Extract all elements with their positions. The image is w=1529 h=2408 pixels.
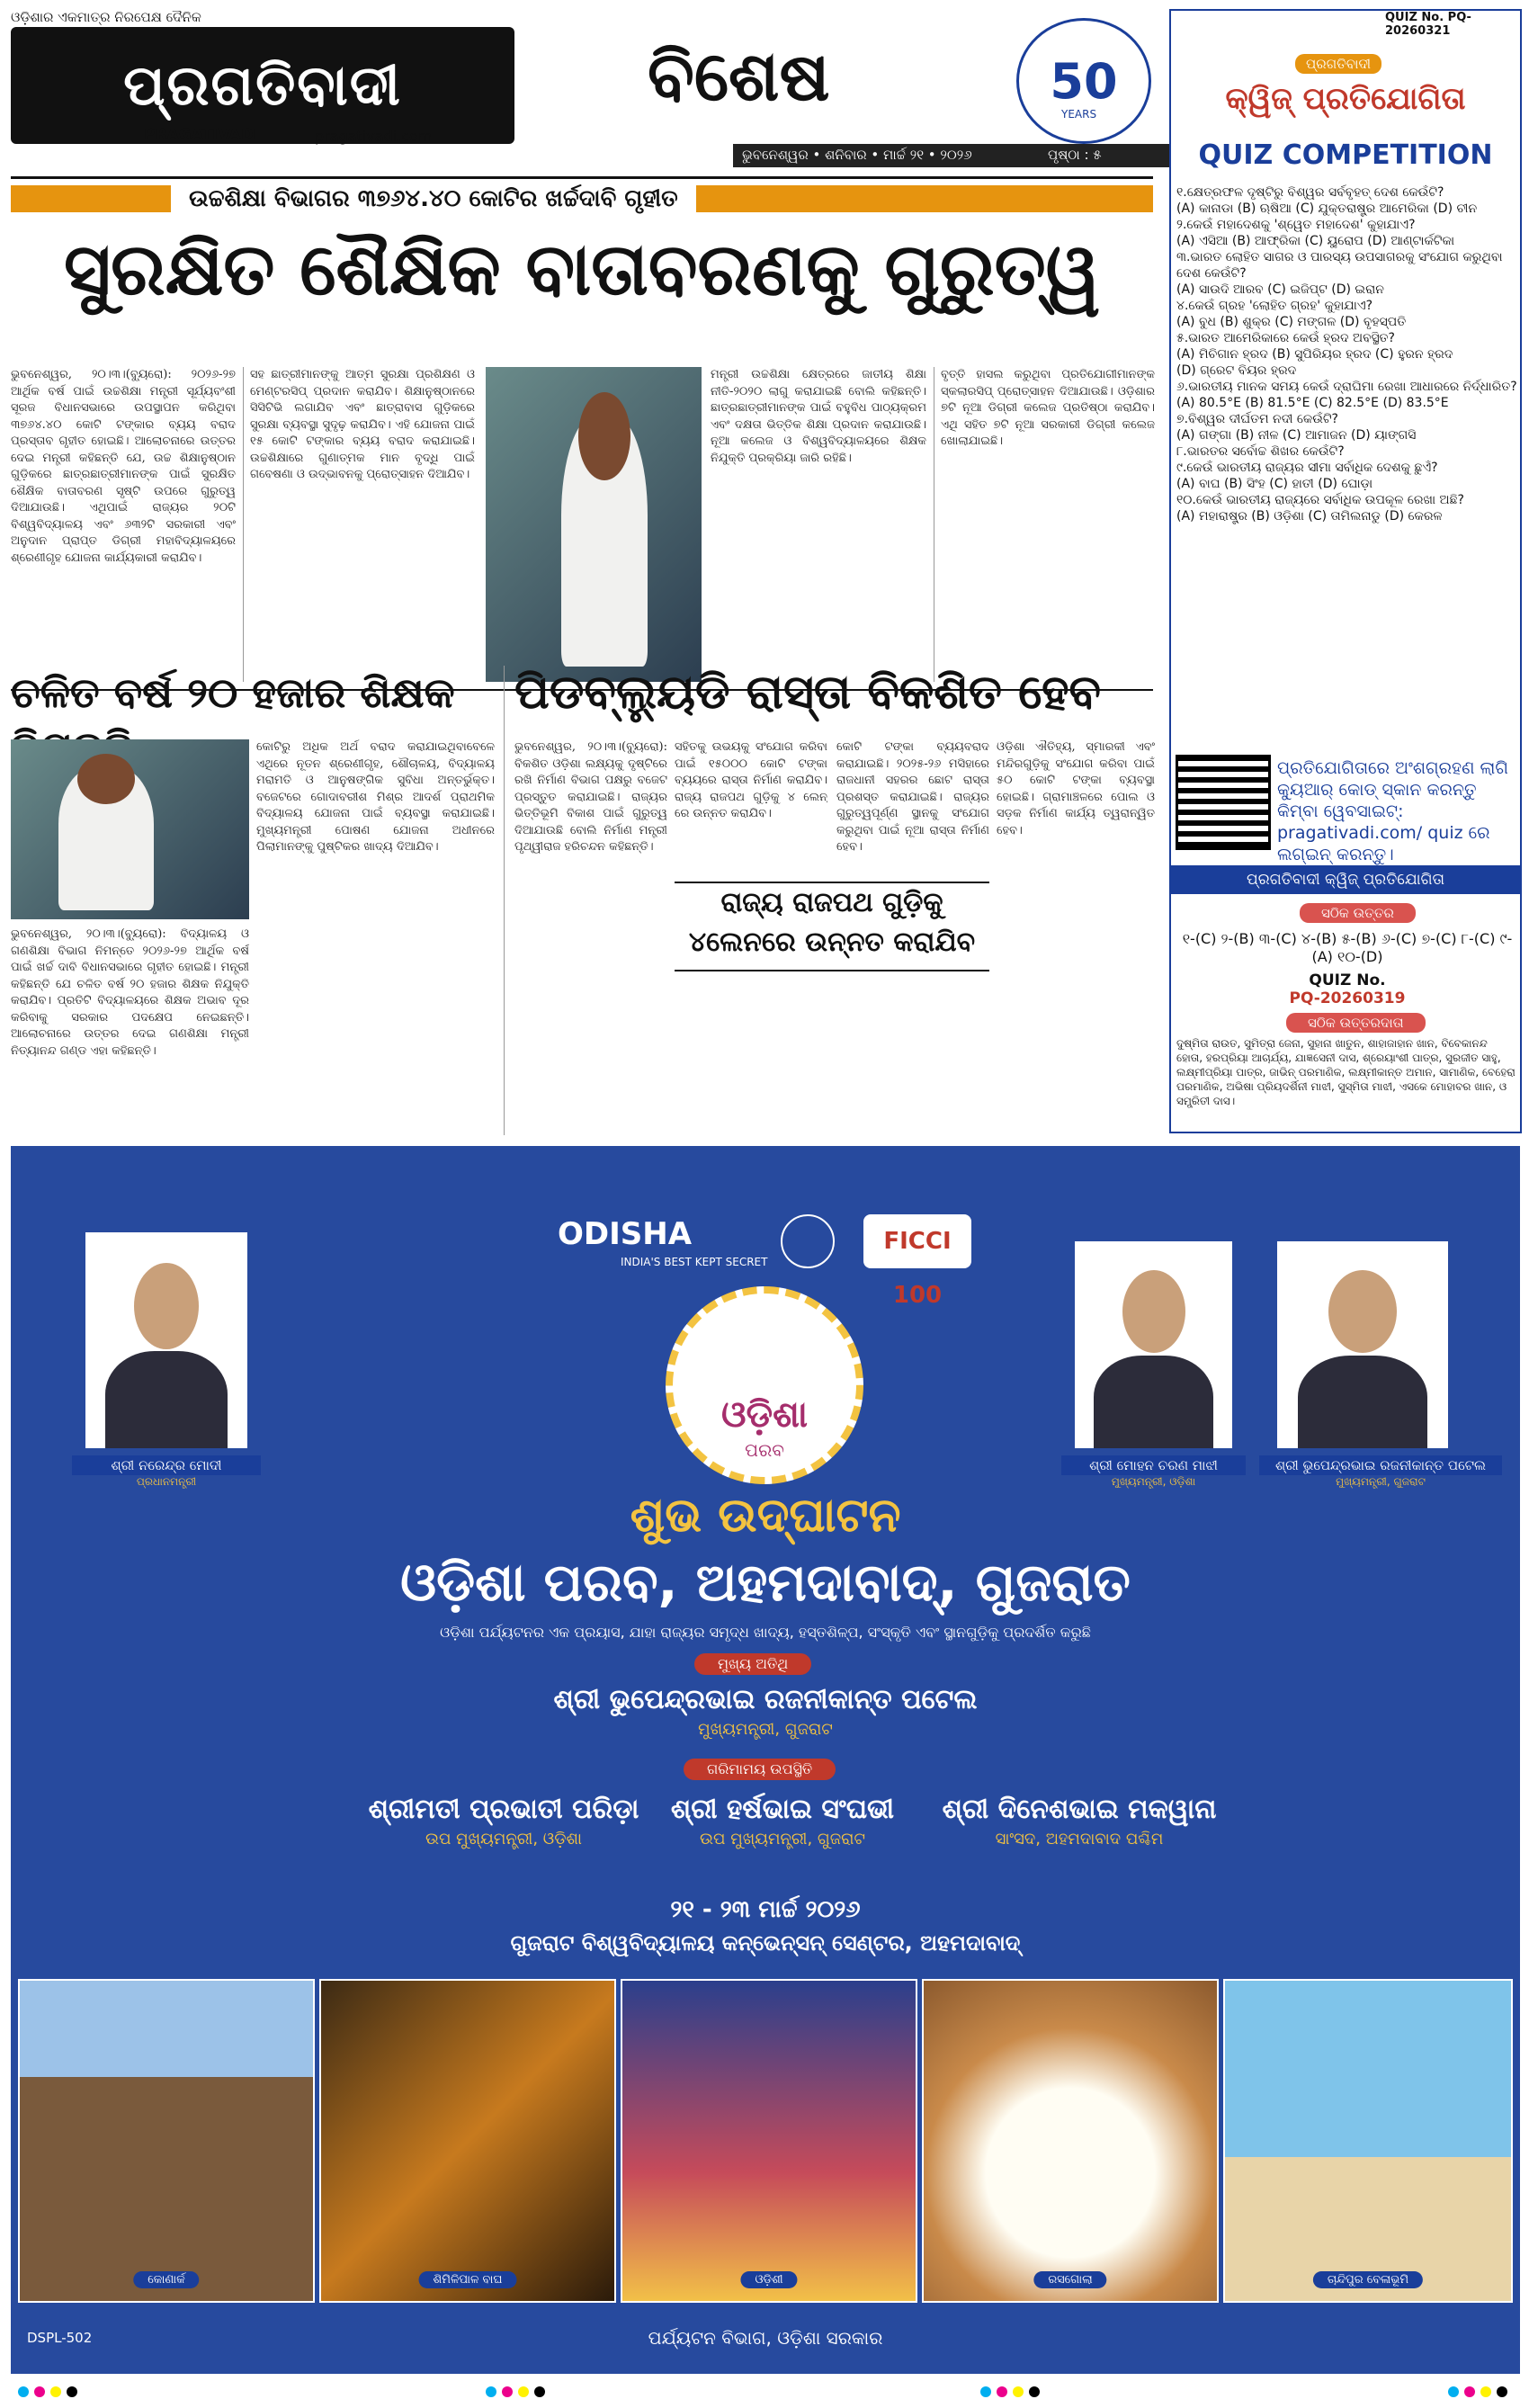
dignitary-1-name: ଶ୍ରୀମତୀ ପ୍ରଭାତୀ ପରିଡ଼ା <box>368 1794 639 1825</box>
dignitary-2-role: ଉପ ମୁଖ୍ୟମନ୍ତ୍ରୀ, ଗୁଜରାଟ <box>700 1830 865 1849</box>
quiz-number: QUIZ No. PQ-20260321 <box>1385 11 1471 38</box>
qr-code[interactable] <box>1178 757 1268 847</box>
pwd-headline: ପିଡବ୍ଲ୍ୟୁଡି ରାସ୍ତା ବିକଶିତ ହେବ <box>514 666 1101 720</box>
page-number: ପୃଷ୍ଠା : ୫ <box>1048 147 1102 163</box>
assembly-photo <box>11 739 249 919</box>
tile-beach <box>1223 1979 1513 2303</box>
answers-label: ସଠିକ ଉତ୍ତର <box>1300 903 1416 923</box>
masthead-tagline: ଓଡ଼ିଶାର ଏକମାତ୍ର ନିରପେକ୍ଷ ଦୈନିକ <box>11 9 201 25</box>
teacher-headline: ଚଳିତ ବର୍ଷ ୨୦ ହଜାର ଶିକ୍ଷକ <box>11 668 455 717</box>
portrait-pm <box>85 1232 247 1448</box>
quiz-question: (A) ବୁଧ (B) ଶୁକ୍ର (C) ମଙ୍ଗଳ (D) ବୃହସ୍ପତି <box>1176 315 1407 329</box>
quiz-question: ୯.କେଉଁ ଭାରତୀୟ ରାଜ୍ୟର ସୀମା ସର୍ବାଧିକ ଦେଶକୁ ଛୁଏଁ? <box>1176 461 1438 475</box>
tile-rasagola-label: ରସଗୋଲା <box>1033 2271 1106 2288</box>
dignitary-3-role: ସାଂସଦ, ଅହମଦାବାଦ ପଶ୍ଚିମ <box>995 1830 1164 1849</box>
column-rule <box>504 666 505 1135</box>
event-title: ଓଡ଼ିଶା ପରବ, ଅହମଦାବାଦ୍, ଗୁଜରାତ <box>400 1552 1131 1613</box>
quiz-question: ୭.ବିଶ୍ୱର ଦୀର୍ଘତମ ନଦୀ କେଉଁଟି? <box>1176 412 1338 426</box>
qr-instructions: ପ୍ରତିଯୋଗିତାରେ ଅଂଶଗ୍ରହଣ ଲାଗି କ୍ୟୁଆର୍ କୋଡ୍ ସ୍କାନ କରନ୍ତୁ କିମ୍ବା ୱେବସାଇଟ୍: pragativadi.com/ quiz ରେ ଲଗ୍ଇନ୍ କରନ୍ତୁ। <box>1277 758 1508 864</box>
prev-quiz-label: QUIZ No. <box>1309 971 1386 989</box>
event-description: ଓଡ଼ିଶା ପର୍ଯ୍ୟଟନର ଏକ ପ୍ରୟାସ, ଯାହା ରାଜ୍ୟର ସମୃଦ୍ଧ ଖାଦ୍ୟ, ହସ୍ତଶିଳ୍ପ, ସଂସ୍କୃତି ଏବଂ ସ୍ଥାନଗୁଡ଼ିକୁ ପ୍ରଦର୍ଶିତ କରୁଛି <box>440 1624 1091 1641</box>
anniversary-number: 50 <box>1050 52 1118 110</box>
quiz-question: (A) ମିଚିଗାନ ହ୍ରଦ (B) ସୁପିରିୟର ହ୍ରଦ (C) ହୁରନ ହ୍ରଦ <box>1176 347 1453 362</box>
lead-column-2: ସହ ଛାତ୍ରୀମାନଙ୍କୁ ଆତ୍ମ ସୁରକ୍ଷା ପ୍ରଶିକ୍ଷଣ ଓ ମେଣ୍ଟରସିପ୍ ପ୍ରଦାନ କରାଯିବ। ଶିକ୍ଷାନୁଷ୍ଠାନରେ ସିସିଟିଭି ଲଗାଯିବ ଏବଂ ଛାତ୍ରାବାସ ଗୁଡ଼ିକରେ ସୁରକ୍ଷା ବ୍ୟବସ୍ଥା ସୁଦୃଢ଼ କରାଯିବ। ଏହି ଯୋଜନା ପାଇଁ ୧୫ କୋଟି ଟଙ୍କାର ବ୍ୟୟ ବରାଦ କରାଯାଇଛି। ଉଚ୍ଚଶିକ୍ଷାରେ ଗୁଣାତ୍ମକ ମାନ ବୃଦ୍ଧି ପାଇଁ ଗବେଷଣା ଓ ଉଦ୍ଭାବନକୁ ପ୍ରୋତ୍ସାହନ ଦିଆଯିବ। <box>250 368 475 481</box>
tile-odissi-label: ଓଡ଼ିଶୀ <box>740 2271 797 2288</box>
quiz-question: (A) ବାଘ (B) ସିଂହ (C) ହାତୀ (D) ଘୋଡ଼ା <box>1176 477 1373 491</box>
pwd-pullquote: ରାଜ୍ୟ ରାଜପଥ ଗୁଡ଼ିକୁ ୪ଲେନରେ ଉନ୍ନତ କରାଯିବ <box>675 882 989 971</box>
dateline: ଭୁବନେଶ୍ୱର • ଶନିବାର • ମାର୍ଚ୍ଚ ୨୧ • ୨୦୨୬ <box>733 144 1205 167</box>
teacher-column-left: ଭୁବନେଶ୍ୱର, ୨୦।୩।(ବ୍ୟୁରୋ): ବିଦ୍ୟାଳୟ ଓ ଗଣଶିକ୍ଷା ବିଭାଗ ନିମନ୍ତେ ୨୦୨୬-୨୭ ଆର୍ଥିକ ବର୍ଷ ପାଇଁ ଖର୍ଚ୍ଚ ଦାବି ବିଧାନସଭାରେ ଗୃହୀତ ହୋଇଛି। ମନ୍ତ୍ରୀ କହିଛନ୍ତି ଯେ ଚଳିତ ବର୍ଷ ୨୦ ହଜାର ଶିକ୍ଷକ ନିଯୁକ୍ତି କରାଯିବ। ପ୍ରତିଟି ବିଦ୍ୟାଳୟରେ ଶିକ୍ଷକ ଅଭାବ ଦୂର କରିବାକୁ ସରକାର ପଦକ୍ଷେପ ନେଇଛନ୍ତି। ଆଲୋଚନାରେ ଉତ୍ତର ଦେଇ ଗଣଶିକ୍ଷା ମନ୍ତ୍ରୀ ନିତ୍ୟାନନ୍ଦ ଗଣ୍ଡ ଏହା କହିଛନ୍ତି। <box>11 927 249 1058</box>
lead-column-3: ମନ୍ତ୍ରୀ ଉଚ୍ଚଶିକ୍ଷା କ୍ଷେତ୍ରରେ ଜାତୀୟ ଶିକ୍ଷା ନୀତି-୨୦୨୦ ଲାଗୁ କରାଯାଇଛି ବୋଲି କହିଛନ୍ତି। ଛାତ୍ରଛାତ୍ରୀମାନଙ୍କ ପାଇଁ ବହୁବିଧ ପାଠ୍ୟକ୍ରମ ଏବଂ ଦକ୍ଷତା ଭିତ୍ତିକ ଶିକ୍ଷା ପ୍ରଦାନ କରାଯାଉଛି। ନୂଆ କଲେଜ ଓ ବିଶ୍ୱବିଦ୍ୟାଳୟରେ ଶିକ୍ଷକ ନିଯୁକ୍ତି ପ୍ରକ୍ରିୟା ଜାରି ରହିଛି। <box>711 368 926 465</box>
lead-headline: ସୁରକ୍ଷିତ ଶୈକ୍ଷିକ ବାତାବରଣକୁ ଗୁରୁତ୍ୱ <box>63 228 1101 311</box>
ad-footer: ପର୍ଯ୍ୟଟନ ବିଭାଗ, ଓଡ଼ିଶା ସରକାର <box>648 2327 883 2349</box>
logo-subtitle: PRAGATIVADI <box>144 126 260 144</box>
anniversary-years: YEARS <box>1061 108 1097 121</box>
prev-quiz-number: PQ-20260319 <box>1289 989 1406 1007</box>
tile-konark-label: କୋଣାର୍କ <box>133 2271 199 2288</box>
portrait-gujarat-cm <box>1277 1241 1448 1448</box>
quiz-question: (A) ଗଙ୍ଗା (B) ନୀଳ (C) ଆମାଜନ (D) ୟାଙ୍ଗସି <box>1176 428 1417 443</box>
column-rule <box>243 367 244 682</box>
lead-column-4: ବୃତ୍ତି ହାସଲ କରୁଥିବା ପ୍ରତିଯୋଗୀମାନଙ୍କ ସ୍କଲାରସିପ୍ ପ୍ରୋତ୍ସାହନ ଦିଆଯାଉଛି। ଓଡ଼ିଶାର ୭ଟି ନୂଆ ଡିଗ୍ରୀ କଲେଜ ପ୍ରତିଷ୍ଠା କରାଯିବ। ଏଥି ସହିତ ୭ଟି ନୂଆ ସରକାରୀ ଡିଗ୍ରୀ କଲେଜ ଖୋଲାଯାଇଛି। <box>941 368 1155 448</box>
quiz-question: ୬.ଭାରତୀୟ ମାନକ ସମୟ କେଉଁ ଦ୍ରାଘିମା ରେଖା ଆଧାରରେ ନିର୍ଦ୍ଧାରିତ? <box>1176 380 1517 394</box>
chief-guest-role: ମୁଖ୍ୟମନ୍ତ୍ରୀ, ଗୁଜରାଟ <box>698 1720 833 1739</box>
quiz-question: (D) ଗ୍ରେଟ ବିୟର ହ୍ରଦ <box>1176 363 1297 378</box>
portrait-odisha-cm-name: ଶ୍ରୀ ମୋହନ ଚରଣ ମାଝୀ <box>1061 1455 1246 1475</box>
quiz-question: ୧.କ୍ଷେତ୍ରଫଳ ଦୃଷ୍ଟିରୁ ବିଶ୍ୱର ସର୍ବବୃହତ୍ ଦେଶ କେଉଁଟି? <box>1176 185 1444 200</box>
portrait-pm-name: ଶ୍ରୀ ନରେନ୍ଦ୍ର ମୋଦୀ <box>72 1455 261 1475</box>
odisha-brand-sub: INDIA'S BEST KEPT SECRET <box>621 1256 768 1268</box>
quiz-question: ୮.ଭାରତର ସର୍ବୋଚ୍ଚ ଶିଖର କେଉଁଟି? <box>1176 444 1345 459</box>
dignitary-3-name: ଶ୍ରୀ ଦିନେଶଭାଇ ମକୱାନା <box>942 1794 1217 1825</box>
quiz-question: (A) ସାଉଦି ଆରବ (C) ଇଜିପ୍ଟ (D) ଇରାନ <box>1176 282 1384 297</box>
answers-text: ୧-(C) ୨-(B) ୩-(C) ୪-(B) ୫-(B) ୬-(C) ୭-(C) ୮-(C) ୯-(A) ୧୦-(D) <box>1182 930 1513 965</box>
masthead-divider <box>11 176 1153 179</box>
teacher-column-right: କୋଟିରୁ ଅଧିକ ଅର୍ଥ ବରାଦ କରାଯାଇଥିବାବେଳେ ଏଥିରେ ନୂତନ ଶ୍ରେଣୀଗୃହ, ଶୌଚାଳୟ, ବିଦ୍ୟାଳୟ ମରାମତି ଓ ଆନୁଷଙ୍ଗିକ ସୁବିଧା ଅନ୍ତର୍ଭୁକ୍ତ। ବଜେଟରେ ଗୋଦାବରୀଶ ମିଶ୍ର ଆଦର୍ଶ ପ୍ରାଥମିକ ବିଦ୍ୟାଳୟ ଯୋଜନା ପାଇଁ ବ୍ୟବସ୍ଥା କରାଯାଇଛି। ମୁଖ୍ୟମନ୍ତ୍ରୀ ପୋଷଣ ଯୋଜନା ଅଧୀନରେ ପିଲାମାନଙ୍କୁ ପୁଷ୍ଟିକର ଖାଦ୍ୟ ଦିଆଯିବ। <box>256 740 495 854</box>
quiz-question: ୫.ଭାରତ ଆମେରିକାରେ କେଉଁ ହ୍ରଦ ଅବସ୍ଥିତ? <box>1176 331 1395 345</box>
quiz-question: ୨.କେଉଁ ମହାଦେଶକୁ 'ଶ୍ୱେତ ମହାଦେଶ' କୁହାଯାଏ? <box>1176 218 1416 232</box>
ficci-logo: FICCI 100 <box>863 1214 971 1268</box>
lead-photo <box>486 367 702 682</box>
newspaper-logo: ପ୍ରଗତିବାଦୀ <box>11 27 514 144</box>
chief-guest-name: ଶ୍ରୀ ଭୁପେନ୍ଦ୍ରଭାଇ ରଜନୀକାନ୍ତ ପଟେଲ <box>553 1684 978 1715</box>
pwd-column-3: କୋଟି ଟଙ୍କା ବ୍ୟୟବରାଦ କରାଯାଇଛି। ୨୦୨୫-୨୬ ମସିହାରେ ରାଜଧାନୀ ସହରର ଛୋଟ ରାସ୍ତା ପ୍ରଶସ୍ତ କରାଯାଇଛି। ରାଜ୍ୟର ଗୁରୁତ୍ୱପୂର୍ଣ୍ଣ ସ୍ଥାନକୁ ସଂଯୋଗ କରୁଥିବା ପାଇଁ ନୂଆ ରାସ୍ତା ନିର୍ମାଣ ହେବ। <box>836 740 989 854</box>
quiz-question: (A) ମହାରାଷ୍ଟ୍ର (B) ଓଡ଼ିଶା (C) ତାମିଲନାଡୁ (D) କେରଳ <box>1176 509 1443 524</box>
badge-subtitle: ପରବ <box>745 1439 784 1461</box>
tile-rasagola <box>922 1979 1219 2303</box>
dignitaries-label: ଗରିମାମୟ ଉପସ୍ଥିତି <box>684 1759 836 1780</box>
tile-beach-label: ଚାନ୍ଦିପୁର ବେଳାଭୂମି <box>1313 2271 1423 2288</box>
quiz-brand-pill: ପ୍ରଗତିବାଦୀ <box>1295 54 1381 74</box>
odisha-brand: ODISHA <box>558 1216 693 1252</box>
quiz-bar: ପ୍ରଗତିବାଦୀ କ୍ୱିଜ୍ ପ୍ରତିଯୋଗିତା <box>1169 865 1522 894</box>
dignitary-1-role: ଉପ ମୁଖ୍ୟମନ୍ତ୍ରୀ, ଓଡ଼ିଶା <box>425 1830 583 1849</box>
portrait-gujarat-cm-name: ଶ୍ରୀ ଭୁପେନ୍ଦ୍ରଭାଇ ରଜନୀକାନ୍ତ ପଟେଲ <box>1259 1455 1502 1475</box>
quiz-question: ୩.ଭାରତ ଲୋହିତ ସାଗର ଓ ପାରସ୍ୟ ଉପସାଗରକୁ ସଂଯୋଗ କରୁଥିବା ଦେଶ କେଉଁଟି? <box>1176 250 1503 281</box>
quiz-questions <box>1176 184 1518 524</box>
tile-tiger-label: ଶିମିଳିପାଳ ବାଘ <box>419 2271 517 2288</box>
tile-konark <box>18 1979 315 2303</box>
winners-list: ଦୁଷ୍ମିତା ରାଉତ, ସୁମିତ୍ରା ଜେନା, ସୁହାନା ଖାତୁନ, ଶାହାଜାହାନ ଖାନ, ବିବେକାନନ୍ଦ ହୋତା, ହରପ୍ରିୟା ଆଚାର୍ଯ୍ୟ, ଯାଜ୍ଞସେନୀ ଦାସ, ଶ୍ରେୟାଂଶୀ ପାତ୍ର, ସୁରଜୀତ ସାହୁ, ଲକ୍ଷ୍ମୀପ୍ରିୟା ପାତ୍ର, ଜାଭିନ୍ ପରମାଣିକ, ଲକ୍ଷ୍ମୀକାନ୍ତ ଅମାନ, ସାମାଣିକ, ବେହେରା ପରମାଣିକ, ଅଭିଷା ପ୍ରିୟଦର୍ଶିନୀ ମାଝୀ, ସୁସ୍ମିତା ମାଝୀ, ଏସକେ ମୋହାବର ଖାନ, ଓ ସମ୍ପ୍ରିତୀ ଦାସ। <box>1176 1037 1516 1107</box>
ad-code: DSPL-502 <box>27 2330 93 2346</box>
quiz-question: (A) କାନାଡା (B) ଋଷିଆ (C) ଯୁକ୍ତରାଷ୍ଟ୍ର ଆମେରିକା (D) ଚୀନ <box>1176 201 1478 216</box>
event-date: ୨୧ - ୨୩ ମାର୍ଚ୍ଚ ୨୦୨୬ <box>670 1896 861 1923</box>
quiz-question: ୪.କେଉଁ ଗ୍ରହ 'ଲୋହିତ ଗ୍ରହ' କୁହାଯାଏ? <box>1176 299 1373 313</box>
quiz-question: (A) ଏସିଆ (B) ଆଫ୍ରିକା (C) ୟୁରୋପ (D) ଆଣ୍ଟାର୍କଟିକା <box>1176 234 1455 248</box>
section-title: ବିଶେଷ <box>648 36 830 116</box>
chief-guest-label: ମୁଖ୍ୟ ଅତିଥି <box>694 1653 811 1675</box>
lead-column-1: ଭୁବନେଶ୍ୱର, ୨୦।୩।(ବ୍ୟୁରୋ): ୨୦୨୬-୨୭ ଆର୍ଥିକ ବର୍ଷ ପାଇଁ ଉଚ୍ଚଶିକ୍ଷା ମନ୍ତ୍ରୀ ସୂର୍ଯ୍ୟବଂଶୀ ସୂରଜ ବିଧାନସଭାରେ ଉପସ୍ଥାପନ କରିଥିବା ୩୭୬୪.୪୦ କୋଟି ଟଙ୍କାର ବ୍ୟୟ ବରାଦ ପ୍ରସ୍ତାବ ଗୃହୀତ ହୋଇଛି। ଆଲୋଚନାରେ ଉତ୍ତର ଦେଇ ମନ୍ତ୍ରୀ କହିଛନ୍ତି ଯେ, ଉଚ୍ଚ ଶିକ୍ଷାନୁଷ୍ଠାନ ଗୁଡ଼ିକରେ ଛାତ୍ରଛାତ୍ରୀମାନଙ୍କ ପାଇଁ ସୁରକ୍ଷିତ ଶୈକ୍ଷିକ ବାତାବରଣ ସୃଷ୍ଟି ଉପରେ ଗୁରୁତ୍ୱ ଦିଆଯାଉଛି। ଏଥିପାଇଁ ରାଜ୍ୟର ୨୦ଟି ବିଶ୍ୱବିଦ୍ୟାଳୟ ଏବଂ ୬୩୨ଟି ସରକାରୀ ଏବଂ ଅନୁଦାନ ପ୍ରାପ୍ତ ଡିଗ୍ରୀ ମହାବିଦ୍ୟାଳୟରେ ଶ୍ରେଣୀଗୃହ ଯୋଜନା କାର୍ଯ୍ୟକାରୀ କରାଯିବ। <box>11 368 236 565</box>
portrait-gujarat-cm-role: ମୁଖ୍ୟମନ୍ତ୍ରୀ, ଗୁଜରାଟ <box>1336 1475 1426 1488</box>
event-venue: ଗୁଜରାଟ ବିଶ୍ୱବିଦ୍ୟାଳୟ କନ୍‌ଭେନ୍‌ସନ୍ ସେଣ୍ଟର, ଅହମଦାବାଦ୍ <box>510 1930 1021 1956</box>
pwd-column-2: ସହିତକୁ ଉଭୟକୁ ସଂଯୋଗ କରିବା ପାଇଁ ୧୫୦୦୦ କୋଟି ଟଙ୍କା ବ୍ୟୟରେ ରାସ୍ତା ନିର୍ମାଣ କରାଯିବ। ରାଜ୍ୟ ରାଜପଥ ଗୁଡ଼ିକୁ ୪ ଲେନ୍ ରେ ଉନ୍ନତ କରାଯିବ। <box>675 740 827 820</box>
badge-title: ଓଡ଼ିଶା <box>720 1394 809 1436</box>
quiz-question: ୧୦.କେଉଁ ଭାରତୀୟ ରାଜ୍ୟରେ ସର୍ବାଧିକ ଉପକୂଳ ରେଖା ଅଛି? <box>1176 493 1464 507</box>
dignitary-2-name: ଶ୍ରୀ ହର୍ଷଭାଇ ସଂଘଭୀ <box>670 1794 895 1825</box>
pwd-column-4: ଓଡ଼ିଶା ଐତିହ୍ୟ, ସ୍ମାରକୀ ଏବଂ ମନ୍ଦିରଗୁଡ଼ିକୁ ସଂଯୋଗ କରିବା ପାଇଁ ୫୦ କୋଟି ଟଙ୍କା ବ୍ୟବସ୍ଥା ହୋଇଛି। ଗ୍ରାମାଞ୍ଚଳରେ ପୋଲ ଓ ସଡ଼କ ନିର୍ମାଣ କାର୍ଯ୍ୟ ତ୍ୱରାନ୍ୱିତ ହେବ। <box>997 740 1155 837</box>
tile-odissi <box>621 1979 917 2303</box>
website-label: pragativadi.com <box>315 128 433 145</box>
lead-kicker: ଉଚ୍ଚଶିକ୍ଷା ବିଭାଗର ୩୭୬୪.୪୦ କୋଟିର ଖର୍ଚ୍ଚଦାବି ଗୃହୀତ <box>171 185 696 212</box>
quiz-title-odia: କ୍ୱିଜ୍ ପ୍ରତିଯୋଗିତା <box>1225 81 1466 117</box>
inauguration-title: ଶୁଭ ଉଦ୍‌ଘାଟନ <box>630 1489 901 1543</box>
tile-tiger <box>319 1979 616 2303</box>
quiz-title-english: QUIZ COMPETITION <box>1198 139 1493 171</box>
winners-label: ସଠିକ ଉତ୍ତରଦାତା <box>1286 1013 1426 1033</box>
pwd-column-1: ଭୁବନେଶ୍ୱର, ୨୦।୩।(ବ୍ୟୁରୋ): ବିକଶିତ ଓଡ଼ିଶା ଲକ୍ଷ୍ୟକୁ ଦୃଷ୍ଟିରେ ରଖି ନିର୍ମାଣ ବିଭାଗ ପକ୍ଷରୁ ବଜେଟ ପ୍ରସ୍ତୁତ କରାଯାଇଛି। ରାଜ୍ୟର ଭିତ୍ତିଭୂମି ବିକାଶ ପାଇଁ ଗୁରୁତ୍ୱ ଦିଆଯାଉଛି ବୋଲି ନିର୍ମାଣ ମନ୍ତ୍ରୀ ପୃଥ୍ୱୀରାଜ ହରିଚନ୍ଦନ କହିଛନ୍ତି। <box>514 740 667 854</box>
quiz-question: (A) 80.5°E (B) 81.5°E (C) 82.5°E (D) 83.5°E <box>1176 396 1449 410</box>
portrait-pm-role: ପ୍ରଧାନମନ୍ତ୍ରୀ <box>136 1475 197 1488</box>
portrait-odisha-cm-role: ମୁଖ୍ୟମନ୍ତ୍ରୀ, ଓଡ଼ିଶା <box>1111 1475 1196 1488</box>
state-emblem-icon <box>781 1214 835 1268</box>
anniversary-logo <box>1016 18 1151 144</box>
registration-marks <box>0 2386 1529 2397</box>
portrait-odisha-cm <box>1075 1241 1232 1448</box>
